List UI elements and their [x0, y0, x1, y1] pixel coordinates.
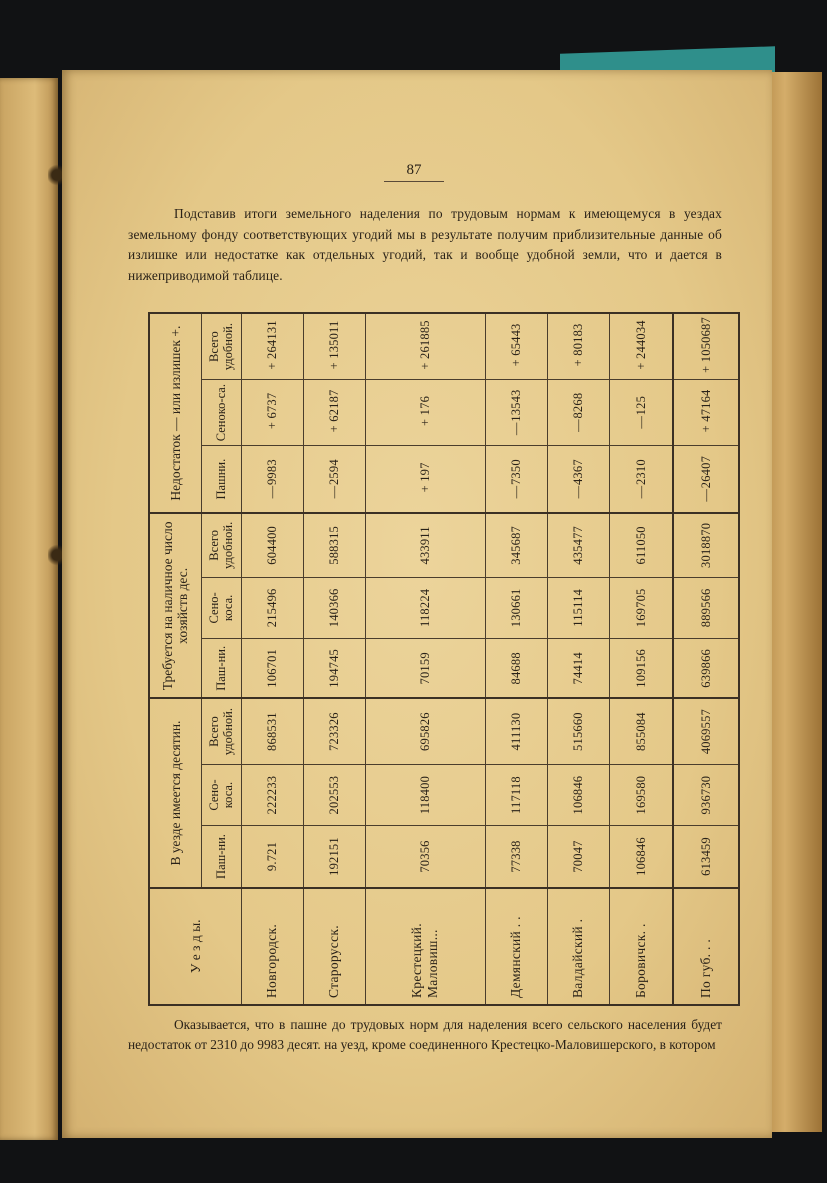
- sign-mark: —: [264, 485, 279, 499]
- uezd-name: Боровичск. .: [609, 888, 673, 1005]
- need-senokosa: 118224: [365, 577, 485, 639]
- diff-value: 8268: [570, 392, 585, 419]
- sign-mark: +: [633, 362, 648, 370]
- sign-mark: +: [508, 359, 523, 367]
- diff-senokosa: [547, 380, 609, 446]
- diff-pashni: [303, 446, 365, 514]
- sign-mark: +: [570, 359, 585, 367]
- land-table-container: [148, 312, 740, 1006]
- need-total: 3018870: [673, 513, 739, 577]
- have-senokosa: 169580: [609, 764, 673, 826]
- col-pashni: Пашни.: [201, 446, 241, 514]
- sign-mark: +: [698, 425, 713, 433]
- have-total: 695826: [365, 698, 485, 764]
- sign-mark: —: [633, 485, 648, 499]
- have-pashni: 613459: [673, 826, 739, 888]
- diff-value: 2594: [326, 459, 341, 486]
- diff-senokosa: [303, 380, 365, 446]
- col-vsego: Всего удобной.: [201, 698, 241, 764]
- table-row: [365, 313, 485, 1005]
- have-total: 723326: [303, 698, 365, 764]
- need-total: 604400: [241, 513, 303, 577]
- have-senokosa: 106846: [547, 764, 609, 826]
- diff-pashni: [365, 446, 485, 514]
- footer-paragraph: Оказывается, что в пашне до трудовых норм для наделения всего сельского населения будет недостаток от 2310 до 9983 десят. на уезд, кроме соединенного Крестецко-Маловишерского, в котором: [128, 1017, 722, 1052]
- diff-pashni: [547, 446, 609, 514]
- have-total: 4069557: [673, 698, 739, 764]
- uezd-name: Новгородск.: [241, 888, 303, 1005]
- sign-mark: +: [264, 362, 279, 370]
- need-senokosa: 115114: [547, 577, 609, 639]
- diff-value: 4367: [570, 459, 585, 486]
- sign-mark: +: [417, 418, 432, 426]
- have-senokosa: 222233: [241, 764, 303, 826]
- table-row: [609, 313, 673, 1005]
- diff-value: 80183: [570, 323, 585, 356]
- need-total: 588315: [303, 513, 365, 577]
- col-vsego: Всего удобной.: [201, 513, 241, 577]
- uezd-name: Старорусск.: [303, 888, 365, 1005]
- diff-value: 261885: [417, 320, 432, 359]
- diff-senokosa: [365, 380, 485, 446]
- diff-pashni: [609, 446, 673, 514]
- diff-total: [241, 313, 303, 380]
- intro-paragraph: Подставив итоги земельного наделения по трудовым нормам к имеющемуся в уездах земельному фонду соответствующих угодий мы в результате получим приблизительные данные об излишке или недостатке как отдельных угодий, так и вообще удобной земли, что и дается в нижеприводимой таблице.: [128, 206, 722, 283]
- diff-value: 197: [417, 462, 432, 482]
- need-pashni: 639866: [673, 639, 739, 699]
- have-senokosa: 117118: [485, 764, 547, 826]
- diff-value: 65443: [508, 323, 523, 356]
- diff-value: 2310: [633, 459, 648, 486]
- have-pashni: 77338: [485, 826, 547, 888]
- have-pashni: 106846: [609, 826, 673, 888]
- diff-total: [365, 313, 485, 380]
- diff-value: 244034: [633, 320, 648, 359]
- table-row: [485, 313, 547, 1005]
- sign-mark: —: [570, 419, 585, 432]
- diff-total: [485, 313, 547, 380]
- sign-mark: —: [326, 485, 341, 499]
- have-senokosa: 202553: [303, 764, 365, 826]
- have-pashni: 9.721: [241, 826, 303, 888]
- diff-pashni: [241, 446, 303, 514]
- sign-mark: —: [698, 488, 713, 502]
- diff-pashni: [485, 446, 547, 514]
- sign-mark: +: [417, 362, 432, 370]
- have-pashni: 192151: [303, 826, 365, 888]
- col-senokosa: Сеноко-са.: [201, 380, 241, 446]
- table-row: [303, 313, 365, 1005]
- page-number: 87: [384, 162, 444, 182]
- uezdy-header: У е з д ы.: [149, 888, 241, 1005]
- land-allocation-table: [148, 312, 740, 1006]
- have-senokosa: 936730: [673, 764, 739, 826]
- uezd-name: По губ. . .: [673, 888, 739, 1005]
- sign-mark: +: [264, 421, 279, 430]
- group-have-header: В уезде имеется десятин.: [149, 698, 201, 887]
- diff-total: [303, 313, 365, 380]
- have-total: 411130: [485, 698, 547, 764]
- uezd-name: Демянский . .: [485, 888, 547, 1005]
- have-senokosa: 118400: [365, 764, 485, 826]
- diff-value: 9983: [264, 459, 279, 486]
- group-diff-header: Недостаток — или излишек +.: [149, 313, 201, 513]
- col-senokosa: Сено-коса.: [201, 764, 241, 826]
- have-total: 868531: [241, 698, 303, 764]
- sign-mark: +: [326, 425, 341, 433]
- need-total: 345687: [485, 513, 547, 577]
- need-total: 611050: [609, 513, 673, 577]
- sign-mark: —: [508, 485, 523, 499]
- diff-value: 125: [633, 395, 648, 416]
- col-pashni: Паш-ни.: [201, 826, 241, 888]
- diff-value: 26407: [698, 455, 713, 489]
- need-pashni: 194745: [303, 639, 365, 699]
- uezd-name: Валдайский .: [547, 888, 609, 1005]
- sign-mark: —: [508, 422, 523, 436]
- diff-value: 6737: [264, 392, 279, 419]
- sign-mark: +: [326, 362, 341, 370]
- group-need-header: Требуется на наличное число хозяйств дес.: [149, 513, 201, 698]
- need-total: 433911: [365, 513, 485, 577]
- need-pashni: 106701: [241, 639, 303, 699]
- sign-mark: +: [698, 365, 713, 373]
- sign-mark: —: [633, 415, 648, 429]
- col-senokosa: Сено-коса.: [201, 577, 241, 639]
- diff-value: 62187: [326, 389, 341, 422]
- uezd-name: Крестецкий. Маловиш...: [365, 888, 485, 1005]
- table-row: [241, 313, 303, 1005]
- diff-senokosa: [609, 380, 673, 446]
- table-total-row: [673, 313, 739, 1005]
- diff-value: 7350: [508, 459, 523, 486]
- diff-senokosa: [241, 380, 303, 446]
- table-body: [241, 313, 739, 1005]
- diff-total: [609, 313, 673, 380]
- need-pashni: 74414: [547, 639, 609, 699]
- sign-mark: —: [570, 485, 585, 499]
- need-total: 435477: [547, 513, 609, 577]
- diff-value: 135011: [326, 320, 341, 359]
- diff-total: [547, 313, 609, 380]
- have-pashni: 70356: [365, 826, 485, 888]
- need-senokosa: 130661: [485, 577, 547, 639]
- left-page-edge: [0, 78, 58, 1140]
- need-senokosa: 169705: [609, 577, 673, 639]
- diff-value: 176: [417, 395, 432, 416]
- diff-value: 13543: [508, 389, 523, 422]
- col-vsego: Всего удобной.: [201, 313, 241, 380]
- col-pashni: Паш-ни.: [201, 639, 241, 699]
- book-page: [62, 70, 772, 1138]
- need-senokosa: 215496: [241, 577, 303, 639]
- diff-total: [673, 313, 739, 380]
- sign-mark: +: [417, 485, 432, 493]
- need-pashni: 109156: [609, 639, 673, 699]
- diff-value: 264131: [264, 320, 279, 359]
- have-total: 515660: [547, 698, 609, 764]
- need-pashni: 70159: [365, 639, 485, 699]
- need-senokosa: 889566: [673, 577, 739, 639]
- diff-value: 47164: [698, 389, 713, 422]
- need-senokosa: 140366: [303, 577, 365, 639]
- table-row: [547, 313, 609, 1005]
- have-total: 855084: [609, 698, 673, 764]
- diff-senokosa: [673, 380, 739, 446]
- have-pashni: 70047: [547, 826, 609, 888]
- diff-senokosa: [485, 380, 547, 446]
- need-pashni: 84688: [485, 639, 547, 699]
- diff-pashni: [673, 446, 739, 514]
- diff-value: 1050687: [698, 317, 713, 363]
